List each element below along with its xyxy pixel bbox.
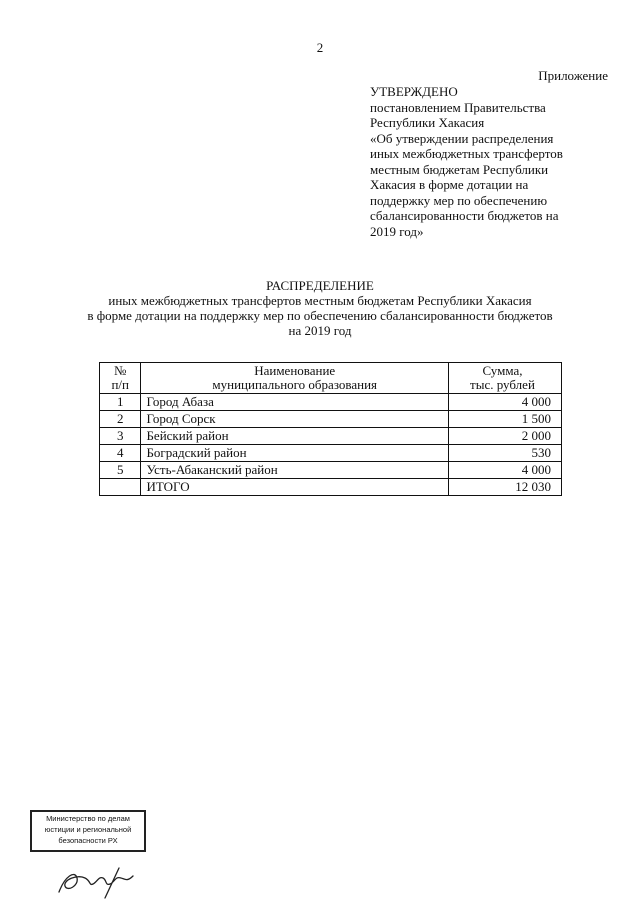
total-sum: 12 030 (448, 479, 561, 496)
header-name: Наименование муниципального образования (141, 363, 448, 394)
row-number: 2 (100, 411, 141, 428)
row-sum: 1 500 (448, 411, 561, 428)
row-sum: 4 000 (448, 394, 561, 411)
approval-line: «Об утверждении распределения (370, 130, 554, 146)
row-name: Город Абаза (141, 394, 448, 411)
document-heading (0, 278, 640, 338)
table-row (100, 394, 562, 411)
row-name: Усть-Абаканский район (141, 462, 448, 479)
approval-line: местным бюджетам Республики (370, 161, 549, 177)
document-subtitle-line: в форме дотации на поддержку мер по обеспечению сбалансированности бюджетов (87, 308, 553, 323)
approval-line: Хакасия в форме дотации на (370, 177, 529, 192)
total-label: ИТОГО (141, 479, 448, 496)
stamp-line: безопасности РХ (58, 836, 118, 845)
table-total-row (100, 479, 562, 496)
row-sum: 4 000 (448, 462, 561, 479)
table-row (100, 445, 562, 462)
approval-line: сбалансированности бюджетов на (370, 208, 559, 223)
row-number: 3 (100, 428, 141, 445)
document-subtitle-line: иных межбюджетных трансфертов местным бюджетам Республики Хакасия (108, 293, 532, 308)
approval-line: 2019 год» (370, 223, 424, 239)
header-number: № п/п (100, 363, 141, 394)
appendix-label: Приложение (538, 68, 608, 83)
approval-line: иных межбюджетных трансфертов (370, 146, 563, 161)
row-number: 1 (100, 394, 141, 411)
table-row (100, 462, 562, 479)
ministry-stamp (30, 810, 146, 852)
stamp-line: юстиции и региональной (44, 825, 132, 834)
header-sum: Сумма, тыс. рублей (448, 363, 561, 394)
approval-title: УТВЕРЖДЕНО (370, 84, 458, 99)
approval-line: Республики Хакасия (370, 115, 485, 130)
page-number: 2 (316, 40, 324, 55)
row-name: Боградский район (141, 445, 448, 462)
row-name: Бейский район (141, 428, 448, 445)
row-name: Город Сорск (141, 411, 448, 428)
document-title: РАСПРЕДЕЛЕНИЕ (266, 278, 374, 293)
row-number: 4 (100, 445, 141, 462)
row-sum: 2 000 (448, 428, 561, 445)
row-sum: 530 (448, 445, 561, 462)
row-number: 5 (100, 462, 141, 479)
stamp-line: Министерство по делам (46, 814, 130, 823)
document-subtitle-line: на 2019 год (288, 323, 352, 338)
table-row (100, 411, 562, 428)
table-row (100, 428, 562, 445)
distribution-table (99, 362, 562, 496)
approval-block (370, 84, 620, 239)
approval-line: поддержку мер по обеспечению (370, 192, 548, 208)
table-header-row (100, 363, 562, 394)
total-number (100, 479, 141, 496)
signature-icon (55, 856, 140, 901)
approval-line: постановлением Правительства (370, 99, 546, 115)
